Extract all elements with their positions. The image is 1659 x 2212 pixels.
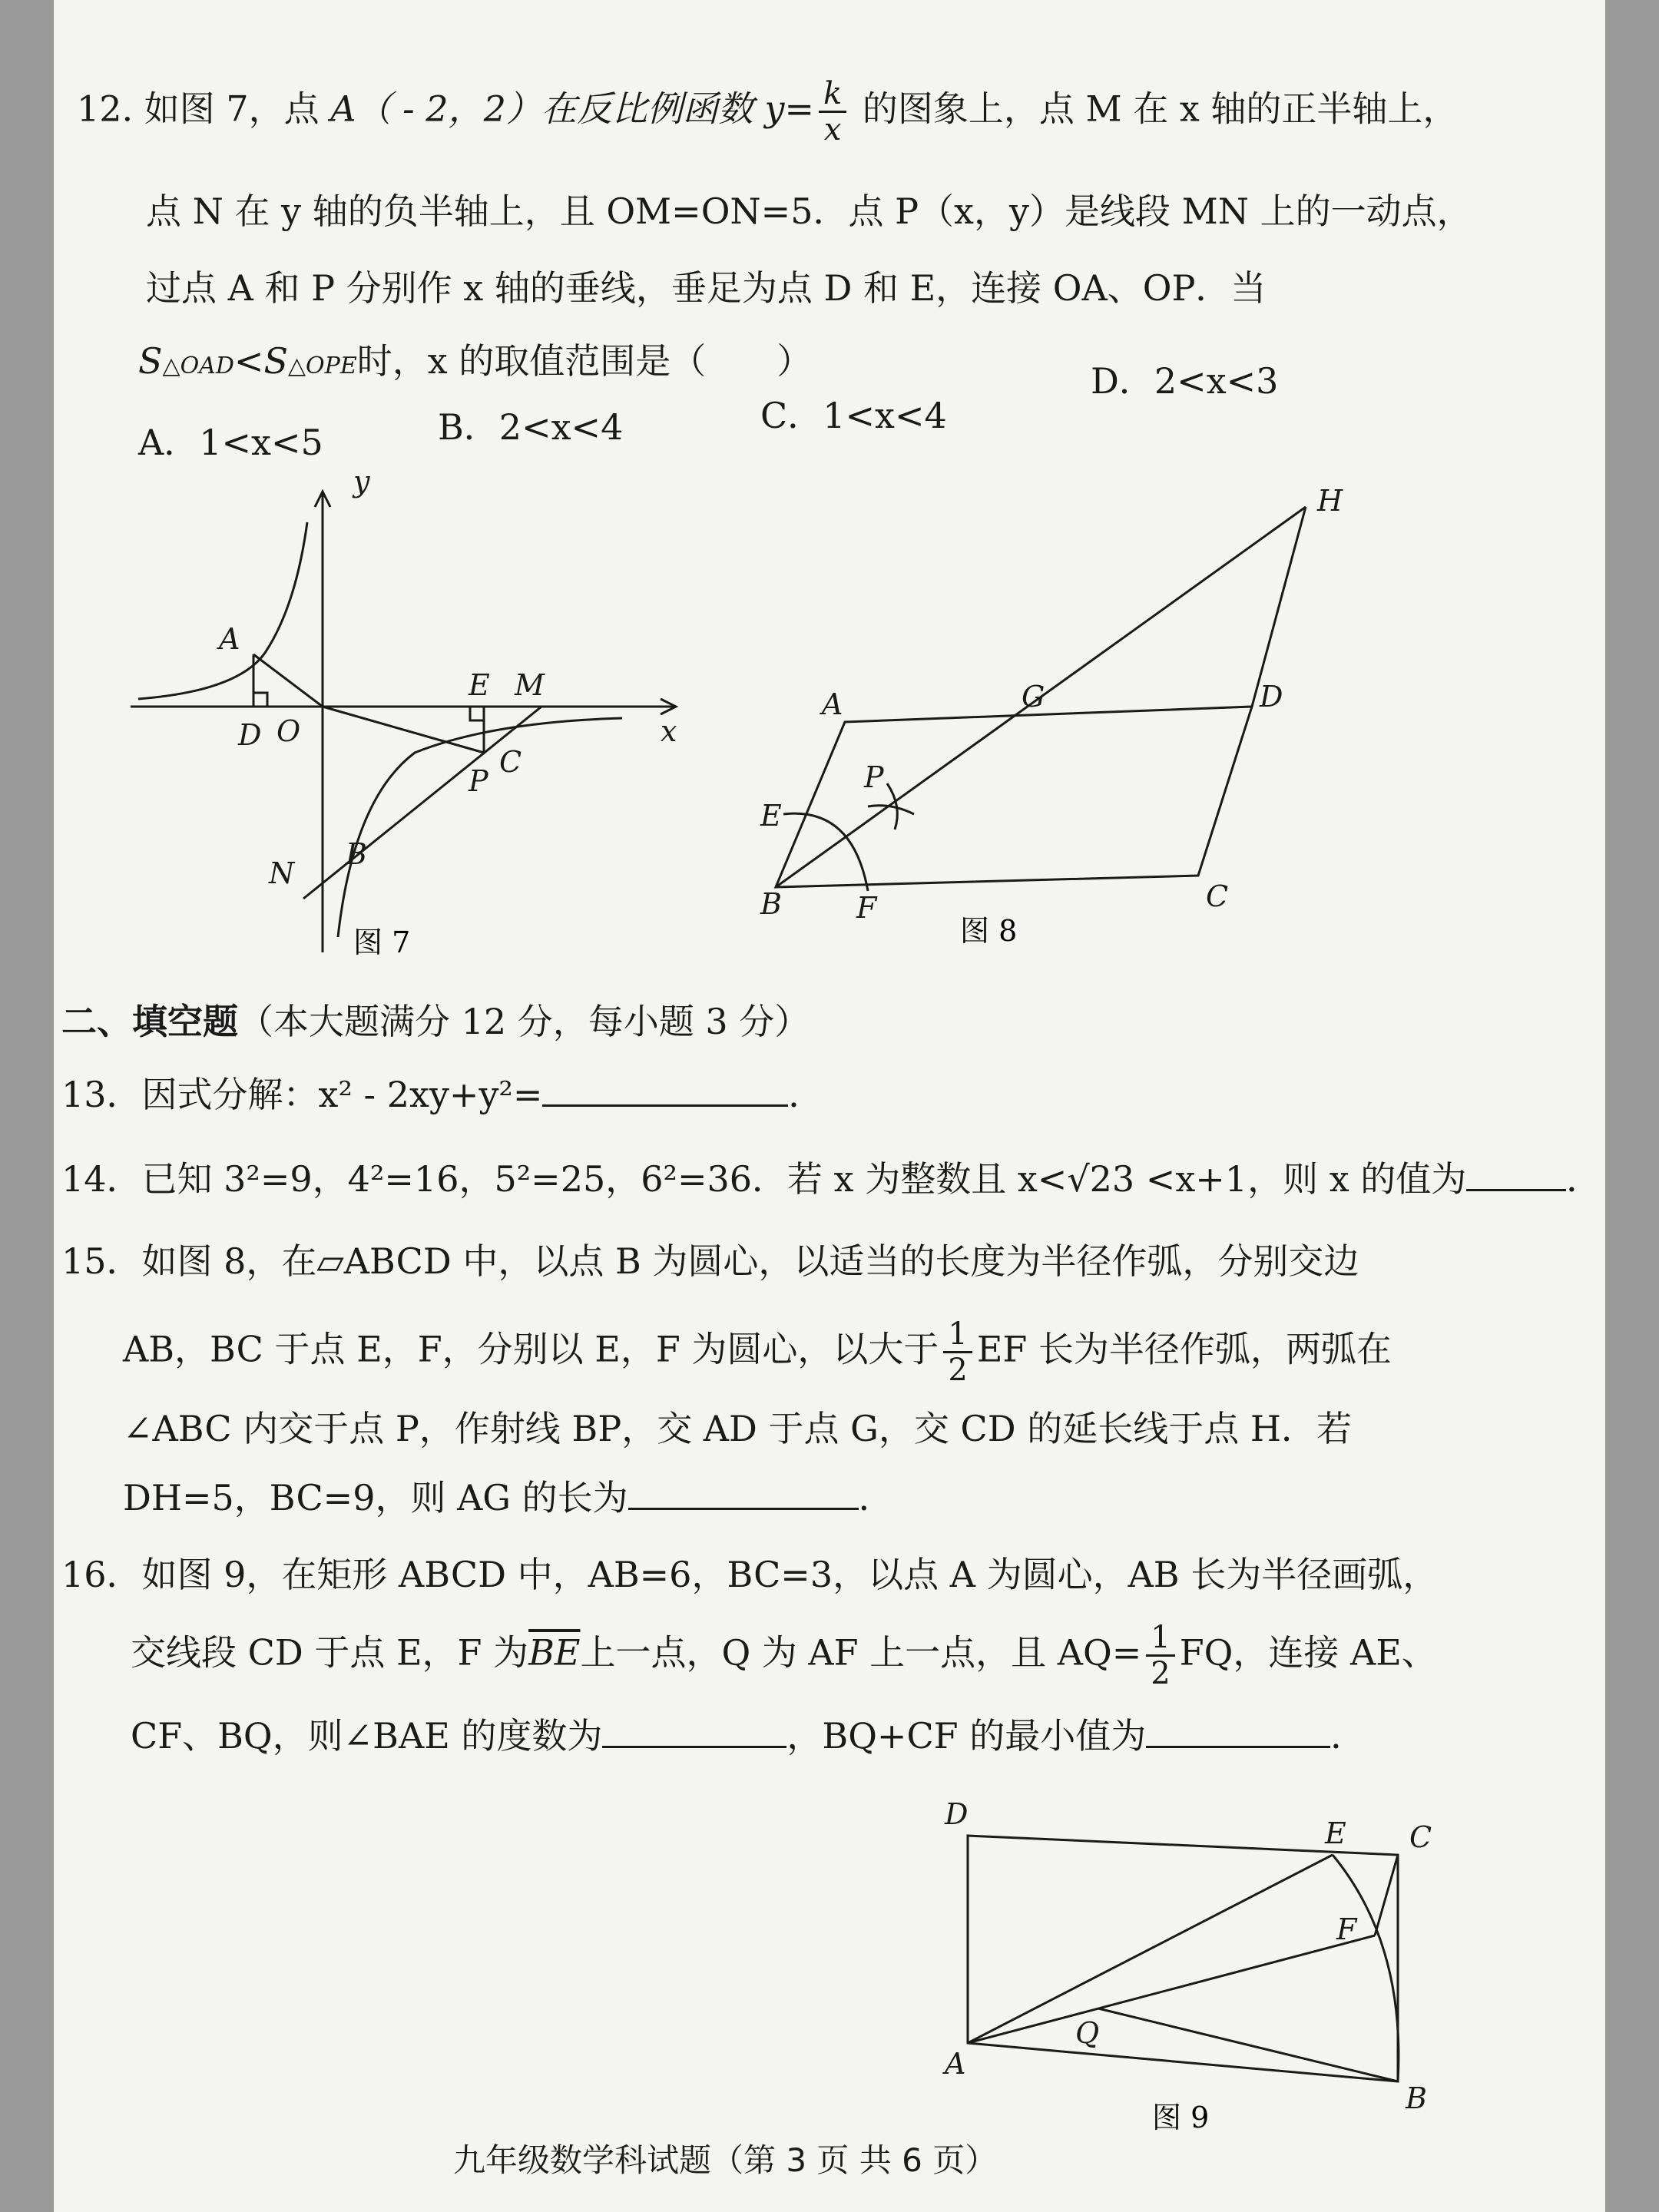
fig9-label-E: E	[1325, 1816, 1346, 1850]
fig9-label-D: D	[945, 1797, 969, 1831]
q12-area1: S	[138, 340, 163, 382]
q12-option-a[interactable]: A．1<x<5	[138, 422, 323, 463]
fig7-label-M: M	[515, 668, 545, 702]
fig8-label-A: A	[822, 687, 843, 721]
q15-line1: 15．如图 8，在▱ABCD 中，以点 B 为圆心，以适当的长度为半径作弧，分别交边	[61, 1240, 1359, 1282]
q16-answer-blank-1[interactable]	[602, 1715, 786, 1748]
q12-area2: S	[263, 340, 288, 382]
q12-fn-y: y=	[764, 88, 814, 130]
q12-line3: 过点 A 和 P 分别作 x 轴的垂线，垂足为点 D 和 E，连接 OA、OP．当	[146, 267, 1267, 309]
fig9-label-C: C	[1409, 1820, 1432, 1854]
q16-line2	[131, 1621, 1437, 1690]
q15-end: ．	[858, 1477, 894, 1518]
q12-text-1b: A（ - 2，2）在反比例函数	[330, 88, 753, 130]
fig9-segment-BQ	[1098, 2008, 1398, 2081]
q15-text-4: DH=5，BC=9，则 AG 的长为	[123, 1477, 628, 1518]
q12-option-b[interactable]: B．2<x<4	[438, 406, 624, 448]
q15-text-2a: AB，BC 于点 E，F，分别以 E，F 为圆心，以大于	[123, 1328, 939, 1370]
page-footer: 九年级数学科试题（第 3 页 共 6 页）	[453, 2141, 998, 2179]
q12-lt: <	[233, 340, 264, 382]
fig8-caption: 图 8	[960, 914, 1018, 948]
q16-text-2a: 交线段 CD 于点 E，F 为	[131, 1631, 529, 1674]
fig7-right-angle-E	[470, 707, 484, 720]
q12-fraction	[819, 77, 846, 147]
q13-end: ．	[788, 1074, 824, 1115]
q12-text-4: 时，x 的取值范围是（ ）	[356, 340, 813, 382]
fig8-label-H: H	[1317, 484, 1343, 518]
fig7-caption: 图 7	[353, 926, 411, 959]
q12-frac-den: x	[823, 112, 842, 147]
fig7-label-A: A	[219, 622, 240, 656]
q16-line3	[131, 1713, 1366, 1759]
fig7-label-P: P	[469, 764, 488, 798]
q13	[61, 1071, 823, 1118]
fig8-parallelogram	[776, 707, 1252, 887]
fig7-right-angle-D	[253, 693, 267, 707]
fig7-segment-OA	[253, 654, 323, 707]
fig8-label-D: D	[1260, 680, 1283, 714]
q16-frac-den: 2	[1151, 1656, 1171, 1691]
fig8-label-F: F	[856, 891, 877, 925]
fig9-caption: 图 9	[1152, 2101, 1210, 2134]
q14-answer-blank[interactable]	[1466, 1158, 1566, 1191]
q12-option-d[interactable]: D．2<x<3	[1091, 360, 1279, 402]
q14-text: 14．已知 3²=9，4²=16，5²=25，6²=36．若 x 为整数且 x<√23 <x+1，则 x 的值为	[61, 1158, 1467, 1200]
q16-text-3a: CF、BQ，则∠BAE 的度数为	[131, 1715, 603, 1757]
q12-text-1a: 如图 7，点	[144, 88, 320, 130]
section-2-heading	[61, 998, 810, 1045]
fig8-segment-DH	[1252, 507, 1306, 707]
q12-frac-num: k	[819, 77, 846, 113]
q12-area1-sub: △OAD	[162, 353, 234, 379]
q12-text-1c: 的图象上，点	[862, 88, 1075, 130]
q16-end: ．	[1330, 1715, 1366, 1757]
fig8-arc-p2	[868, 806, 914, 814]
q16-frac-num: 1	[1146, 1621, 1174, 1657]
figure-7	[123, 476, 707, 968]
q13-answer-blank[interactable]	[542, 1074, 788, 1107]
q16-arc-BE: $\overline{BE}$	[528, 1631, 581, 1674]
fig9-label-A: A	[945, 2047, 966, 2081]
q15-line2	[123, 1317, 1392, 1387]
q15-frac-num: 1	[943, 1317, 972, 1353]
fig7-hyperbola-left	[138, 522, 307, 699]
q12-line2: 点 N 在 y 轴的负半轴上，且 OM=ON=5．点 P（x，y）是线段 MN 上的一动点，	[146, 190, 1472, 232]
figure-8	[730, 476, 1406, 968]
fig7-segment-OP	[323, 707, 484, 753]
fig7-label-N: N	[269, 856, 295, 890]
fig7-label-y: y	[353, 476, 370, 498]
section-2-title: 二、填空题	[61, 1001, 238, 1042]
q16-answer-blank-2[interactable]	[1146, 1715, 1330, 1748]
q12-number: 12.	[77, 88, 134, 130]
q12-option-c[interactable]: C．1<x<4	[760, 395, 947, 436]
q13-text: 13．因式分解：x² - 2xy+y²=	[61, 1074, 543, 1115]
fig9-label-F: F	[1336, 1912, 1357, 1946]
fig7-label-E: E	[469, 668, 490, 702]
q16-fraction	[1146, 1621, 1174, 1690]
q12-text-1d: M 在 x 轴的正半轴上，	[1085, 88, 1459, 130]
q12-line4	[138, 338, 812, 389]
q12-line1	[77, 77, 1458, 147]
q15-text-2b: EF 长为半径作弧，两弧在	[976, 1328, 1392, 1370]
fig7-label-x: x	[661, 714, 677, 748]
q15-fraction	[943, 1317, 972, 1387]
fig9-rectangle	[968, 1836, 1398, 2081]
fig8-label-P: P	[864, 760, 884, 794]
fig8-label-G: G	[1022, 680, 1045, 714]
fig9-segment-AE	[968, 1855, 1333, 2043]
fig9-label-Q: Q	[1075, 2016, 1100, 2050]
q16-text-2c: FQ，连接 AE、	[1179, 1631, 1437, 1674]
fig8-label-B: B	[760, 887, 782, 921]
fig7-label-O: O	[276, 714, 301, 748]
q15-line3: ∠ABC 内交于点 P，作射线 BP，交 AD 于点 G，交 CD 的延长线于点 H．若	[123, 1408, 1352, 1449]
fig8-label-E: E	[760, 799, 782, 833]
fig9-segment-CF	[1375, 1855, 1398, 1936]
q16-line1: 16．如图 9，在矩形 ABCD 中，AB=6，BC=3，以点 A 为圆心，AB 长为半径画弧，	[61, 1554, 1439, 1595]
q14-end: ．	[1566, 1158, 1602, 1200]
figure-9	[868, 1790, 1498, 2143]
exam-page	[54, 0, 1605, 2212]
fig7-label-B: B	[346, 837, 367, 871]
fig8-label-C: C	[1206, 879, 1229, 913]
section-2-note: （本大题满分 12 分，每小题 3 分）	[238, 1001, 810, 1042]
q16-text-2b: 上一点，Q 为 AF 上一点，且 AQ=	[580, 1631, 1142, 1674]
fig7-label-C: C	[499, 745, 522, 779]
q16-text-3b: ，BQ+CF 的最小值为	[786, 1715, 1147, 1757]
fig7-label-D: D	[238, 718, 262, 752]
q15-line4	[123, 1475, 894, 1521]
q12-area2-sub: △OPE	[287, 353, 357, 379]
q15-frac-den: 2	[948, 1353, 968, 1388]
fig9-label-B: B	[1406, 2081, 1427, 2115]
q14	[61, 1156, 1601, 1202]
q15-answer-blank[interactable]	[628, 1477, 859, 1510]
